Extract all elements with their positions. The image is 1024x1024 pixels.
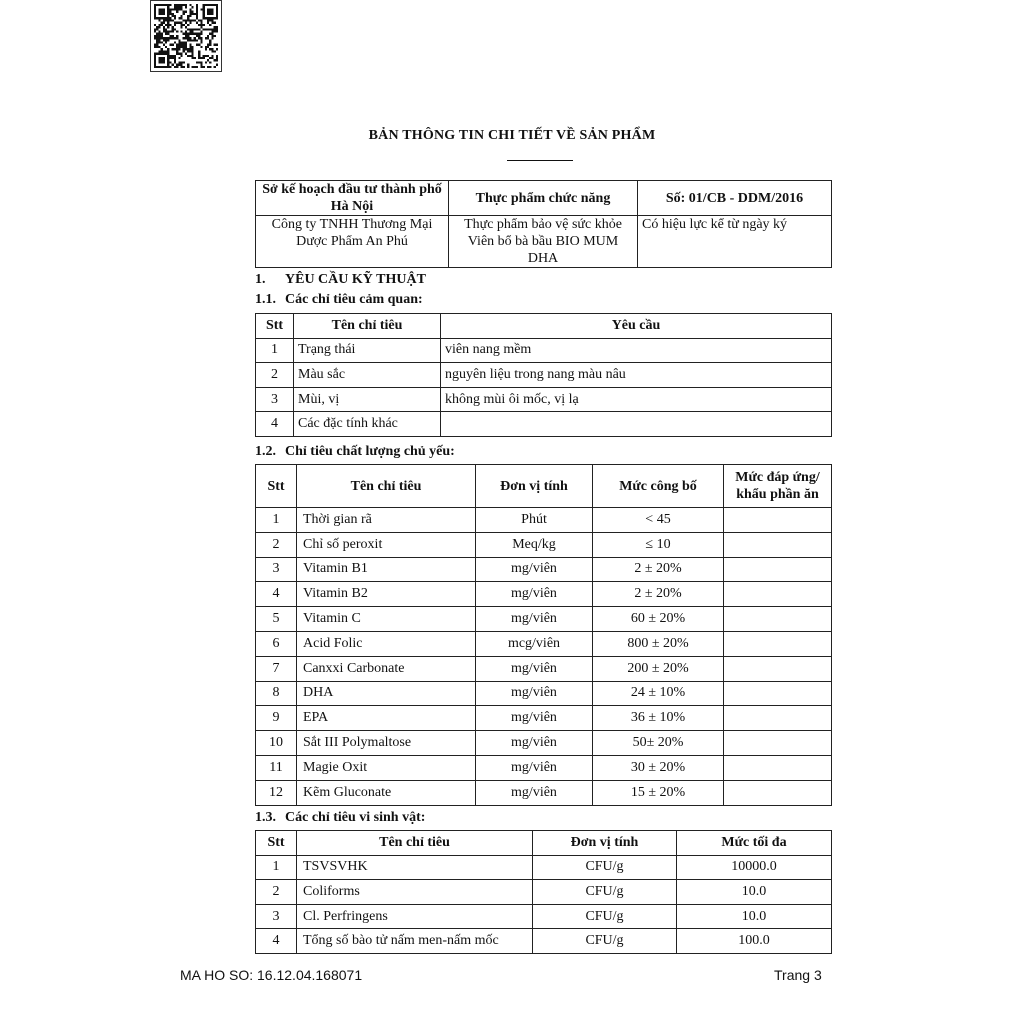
table-cell: 60 ± 20% bbox=[593, 607, 724, 632]
table-cell: 9 bbox=[256, 706, 297, 731]
table-cell bbox=[724, 532, 832, 557]
section-heading-1-2 bbox=[255, 444, 455, 460]
table-row bbox=[256, 731, 832, 756]
table-cell bbox=[724, 681, 832, 706]
column-header: Tên chỉ tiêu bbox=[297, 831, 533, 856]
table-cell: 100.0 bbox=[677, 929, 832, 954]
table-cell: mg/viên bbox=[476, 755, 593, 780]
table-cell: ≤ 10 bbox=[593, 532, 724, 557]
quality-table bbox=[255, 464, 832, 806]
table-cell: 10.0 bbox=[677, 880, 832, 905]
column-header: Tên chỉ tiêu bbox=[297, 465, 476, 508]
table-cell: 200 ± 20% bbox=[593, 656, 724, 681]
section-title: YÊU CẦU KỸ THUẬT bbox=[285, 272, 426, 287]
table-cell: 2 bbox=[256, 880, 297, 905]
section-number: 1. bbox=[255, 272, 266, 287]
table-cell: Meq/kg bbox=[476, 532, 593, 557]
table-cell: Các đặc tính khác bbox=[294, 412, 441, 437]
table-cell: Màu sắc bbox=[294, 363, 441, 388]
table-cell: mg/viên bbox=[476, 557, 593, 582]
section-number: 1.3. bbox=[255, 810, 276, 825]
table-cell: 1 bbox=[256, 338, 294, 363]
section-heading-1-1 bbox=[255, 292, 423, 308]
table-row bbox=[256, 681, 832, 706]
table-cell: CFU/g bbox=[533, 929, 677, 954]
table-cell: TSVSVHK bbox=[297, 855, 533, 880]
table-cell: mg/viên bbox=[476, 706, 593, 731]
table-cell bbox=[724, 582, 832, 607]
column-header: Mức đáp ứng/ khẩu phần ăn bbox=[724, 465, 832, 508]
table-cell: không mùi ôi mốc, vị lạ bbox=[441, 387, 832, 412]
table-cell: 7 bbox=[256, 656, 297, 681]
title-underline bbox=[507, 160, 573, 161]
table-row bbox=[256, 706, 832, 731]
table-cell: Phút bbox=[476, 508, 593, 533]
table-cell: 3 bbox=[256, 904, 297, 929]
table-cell: 2 bbox=[256, 532, 297, 557]
table-cell: 1 bbox=[256, 508, 297, 533]
table-row bbox=[256, 656, 832, 681]
column-header: Stt bbox=[256, 465, 297, 508]
table-row bbox=[256, 780, 832, 805]
table-cell: Vitamin B1 bbox=[297, 557, 476, 582]
table-cell: EPA bbox=[297, 706, 476, 731]
header-category: Thực phẩm chức năng bbox=[449, 181, 638, 216]
page-number: Trang 3 bbox=[774, 967, 822, 983]
table-cell: Tổng số bào tử nấm men-nấm mốc bbox=[297, 929, 533, 954]
column-header: Mức công bố bbox=[593, 465, 724, 508]
table-cell: Canxxi Carbonate bbox=[297, 656, 476, 681]
table-cell: CFU/g bbox=[533, 904, 677, 929]
table-cell: mg/viên bbox=[476, 780, 593, 805]
table-cell: 5 bbox=[256, 607, 297, 632]
table-cell: 3 bbox=[256, 387, 294, 412]
table-cell: CFU/g bbox=[533, 855, 677, 880]
table-cell: Acid Folic bbox=[297, 631, 476, 656]
table-cell: 800 ± 20% bbox=[593, 631, 724, 656]
table-row bbox=[256, 508, 832, 533]
table-cell: < 45 bbox=[593, 508, 724, 533]
table-cell: 10 bbox=[256, 731, 297, 756]
table-cell: mcg/viên bbox=[476, 631, 593, 656]
header-table bbox=[255, 180, 832, 268]
table-cell: CFU/g bbox=[533, 880, 677, 905]
table-cell: 2 ± 20% bbox=[593, 582, 724, 607]
header-product: Thực phẩm bảo vệ sức khỏe Viên bổ bà bầu BIO MUM DHA bbox=[449, 216, 638, 268]
table-cell: 6 bbox=[256, 631, 297, 656]
table-cell: Magie Oxit bbox=[297, 755, 476, 780]
table-cell: 1 bbox=[256, 855, 297, 880]
column-header: Mức tối đa bbox=[677, 831, 832, 856]
table-cell bbox=[724, 557, 832, 582]
table-cell: Vitamin B2 bbox=[297, 582, 476, 607]
table-cell bbox=[724, 755, 832, 780]
table-cell: mg/viên bbox=[476, 607, 593, 632]
table-cell: viên nang mềm bbox=[441, 338, 832, 363]
table-row bbox=[256, 338, 832, 363]
table-cell bbox=[724, 780, 832, 805]
table-row bbox=[256, 904, 832, 929]
table-cell: mg/viên bbox=[476, 681, 593, 706]
table-cell: mg/viên bbox=[476, 582, 593, 607]
table-cell bbox=[724, 731, 832, 756]
table-cell: Sắt III Polymaltose bbox=[297, 731, 476, 756]
table-row bbox=[256, 363, 832, 388]
table-cell: Thời gian rã bbox=[297, 508, 476, 533]
table-cell: Mùi, vị bbox=[294, 387, 441, 412]
microbiology-table bbox=[255, 830, 832, 954]
table-row bbox=[256, 582, 832, 607]
table-cell: Vitamin C bbox=[297, 607, 476, 632]
table-row bbox=[256, 557, 832, 582]
table-cell: 30 ± 20% bbox=[593, 755, 724, 780]
column-header: Stt bbox=[256, 831, 297, 856]
qr-code bbox=[150, 0, 222, 72]
table-cell: nguyên liệu trong nang màu nâu bbox=[441, 363, 832, 388]
table-cell: Cl. Perfringens bbox=[297, 904, 533, 929]
header-authority: Sở kế hoạch đầu tư thành phố Hà Nội bbox=[256, 181, 449, 216]
table-cell: Kẽm Gluconate bbox=[297, 780, 476, 805]
table-cell: Coliforms bbox=[297, 880, 533, 905]
section-title: Các chỉ tiêu cảm quan: bbox=[285, 292, 423, 307]
sensory-table bbox=[255, 313, 832, 437]
table-row bbox=[256, 607, 832, 632]
document-title: BẢN THÔNG TIN CHI TIẾT VỀ SẢN PHẨM bbox=[368, 128, 656, 143]
column-header: Stt bbox=[256, 314, 294, 339]
column-header: Tên chỉ tiêu bbox=[294, 314, 441, 339]
table-cell: 15 ± 20% bbox=[593, 780, 724, 805]
table-row bbox=[256, 631, 832, 656]
table-cell bbox=[724, 656, 832, 681]
table-cell: 4 bbox=[256, 582, 297, 607]
table-cell: 11 bbox=[256, 755, 297, 780]
section-title: Chỉ tiêu chất lượng chủ yếu: bbox=[285, 444, 455, 459]
qr-code-icon bbox=[154, 4, 218, 68]
table-cell: Trạng thái bbox=[294, 338, 441, 363]
table-row bbox=[256, 387, 832, 412]
section-heading-1-3 bbox=[255, 810, 425, 826]
column-header: Đơn vị tính bbox=[476, 465, 593, 508]
table-row bbox=[256, 755, 832, 780]
header-validity: Có hiệu lực kể từ ngày ký bbox=[638, 216, 832, 268]
table-cell: 24 ± 10% bbox=[593, 681, 724, 706]
table-cell: mg/viên bbox=[476, 656, 593, 681]
table-cell bbox=[724, 607, 832, 632]
column-header: Yêu cầu bbox=[441, 314, 832, 339]
section-heading-1 bbox=[255, 272, 426, 288]
header-number: Số: 01/CB - DDM/2016 bbox=[638, 181, 832, 216]
table-cell: mg/viên bbox=[476, 731, 593, 756]
section-number: 1.1. bbox=[255, 292, 276, 307]
table-cell: 36 ± 10% bbox=[593, 706, 724, 731]
table-cell: 4 bbox=[256, 412, 294, 437]
table-cell bbox=[724, 631, 832, 656]
table-cell: DHA bbox=[297, 681, 476, 706]
header-company: Công ty TNHH Thương Mại Dược Phẩm An Phú bbox=[256, 216, 449, 268]
table-cell: 10000.0 bbox=[677, 855, 832, 880]
table-row bbox=[256, 929, 832, 954]
table-row bbox=[256, 855, 832, 880]
column-header: Đơn vị tính bbox=[533, 831, 677, 856]
table-cell bbox=[441, 412, 832, 437]
dossier-code: MA HO SO: 16.12.04.168071 bbox=[180, 967, 363, 983]
table-cell: Chỉ số peroxit bbox=[297, 532, 476, 557]
section-title: Các chỉ tiêu vi sinh vật: bbox=[285, 810, 426, 825]
table-cell: 3 bbox=[256, 557, 297, 582]
table-cell: 4 bbox=[256, 929, 297, 954]
table-cell: 50± 20% bbox=[593, 731, 724, 756]
table-row bbox=[256, 880, 832, 905]
table-cell: 12 bbox=[256, 780, 297, 805]
table-cell: 10.0 bbox=[677, 904, 832, 929]
table-row bbox=[256, 412, 832, 437]
table-cell: 2 bbox=[256, 363, 294, 388]
table-cell: 2 ± 20% bbox=[593, 557, 724, 582]
table-cell bbox=[724, 508, 832, 533]
table-cell bbox=[724, 706, 832, 731]
section-number: 1.2. bbox=[255, 444, 276, 459]
table-row bbox=[256, 532, 832, 557]
table-cell: 8 bbox=[256, 681, 297, 706]
